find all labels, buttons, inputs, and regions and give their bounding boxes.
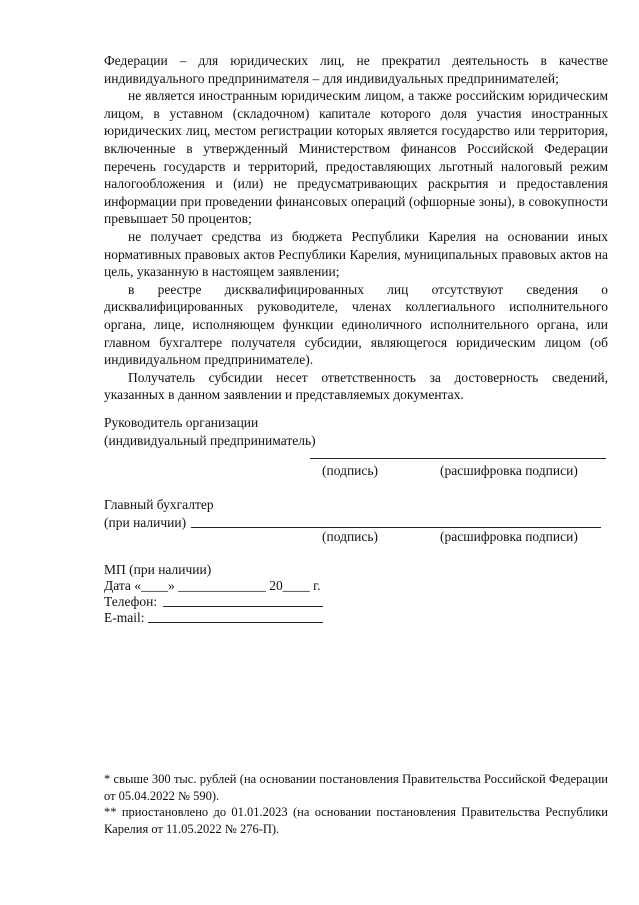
accountant-decode-caption: (расшифровка подписи) [440,529,578,544]
footnote-1: * свыше 300 тыс. рублей (на основании постановления Правительства Российской Федерации от 05.04.2022 № 590). [104,772,608,803]
date-field[interactable]: Дата «____» _____________ 20____ г. [104,578,321,593]
accountant-subtitle: (при наличии) [104,515,187,530]
accountant-sign-caption: (подпись) [322,529,379,544]
accountant-title: Главный бухгалтер [104,497,214,512]
email-field[interactable] [148,622,323,623]
footnotes [104,771,608,837]
head-sign-caption: (подпись) [322,463,379,478]
head-title: Руководитель организации [104,415,259,430]
stamp-label: МП (при наличии) [104,562,212,577]
head-decode-caption: (расшифровка подписи) [440,463,578,478]
paragraph-budget-funds: не получает средства из бюджета Республики Карелия на основании иных нормативных правовых актов Республики Карелия, муниципальных правовых актов на цель, указанную в настоящем заявлении; [104,228,608,280]
phone-field[interactable] [163,606,323,607]
paragraph-disqualified-registry: в реестре дисквалифицированных лиц отсутствуют сведения о дисквалифицированных руководителе, членах коллегиального исполнительного органа, лице, исполняющем функции единоличного исполнительного органа, или главном бухгалтере получателя субсидии, являющегося юридическим лицом (об индивидуальном предпринимателе). [104,281,608,368]
footnote-2: ** приостановлено до 01.01.2023 (на основании постановления Правительства Республики Карелия от 11.05.2022 № 276-П). [104,805,608,836]
paragraph-foreign-entity: не является иностранным юридическим лицом, а также российским юридическим лицом, в уставном (складочном) капитале которого доля участия иностранных юридических лиц, местом регистрации которых является государство или территория, включенные в утвержденный Министерством финансов Российской Федерации перечень государств и территорий, предоставляющих льготный налоговый режим налогообложения и (или) не предусматривающих раскрытия и предоставления информации при проведении финансовых операций (офшорные зоны), в совокупности превышает 50 процентов; [104,88,608,227]
phone-label: Телефон: [104,594,158,609]
head-subtitle: (индивидуальный предприниматель) [104,433,316,448]
paragraph-responsibility: Получатель субсидии несет ответственность за достоверность сведений, указанных в данном заявлении и представляемых документах. [104,369,608,403]
paragraph-continuation: Федерации – для юридических лиц, не прекратил деятельность в качестве индивидуального предпринимателя – для индивидуальных предпринимателей; [104,53,608,86]
head-signature-line[interactable] [310,458,606,459]
conditions-text [104,52,608,404]
email-label: E-mail: [104,610,145,625]
